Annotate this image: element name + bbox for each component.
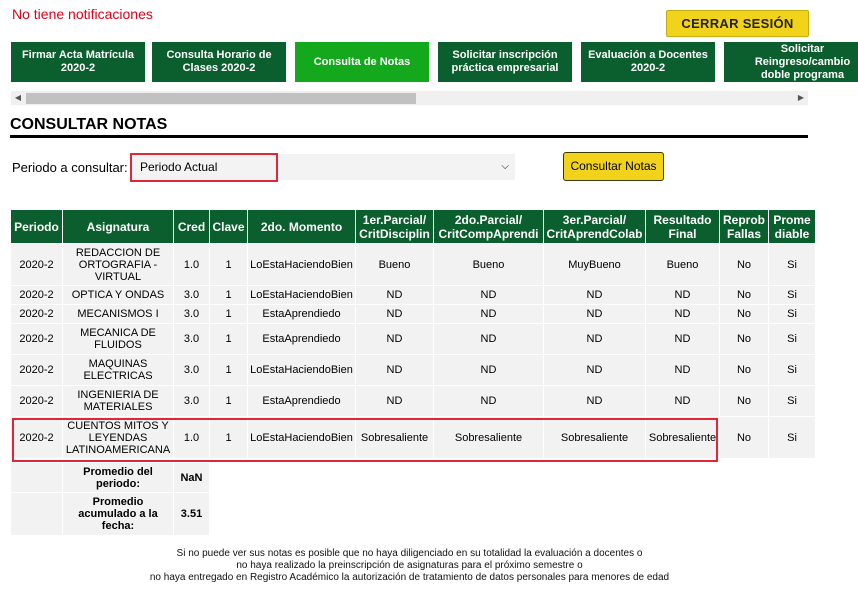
tab-consulta-notas[interactable]: Consulta de Notas — [295, 42, 429, 82]
cell-parcial3: ND — [544, 355, 646, 386]
cell-momento: LoEstaHaciendoBien — [248, 417, 356, 459]
cell-promediable: Si — [769, 244, 816, 286]
table-row — [11, 244, 816, 286]
cell-momento: LoEstaHaciendoBien — [248, 286, 356, 305]
tab-firmar-acta[interactable]: Firmar Acta Matrícula 2020-2 — [11, 42, 145, 82]
cell-parcial1: ND — [356, 305, 434, 324]
header-asignatura: Asignatura — [63, 210, 174, 244]
cell-asignatura: OPTICA Y ONDAS — [63, 286, 174, 305]
cell-momento: EstaAprendiedo — [248, 324, 356, 355]
tab-evaluacion-docentes[interactable]: Evaluación a Docentes 2020-2 — [581, 42, 715, 82]
horizontal-scrollbar[interactable] — [11, 91, 808, 105]
cell-clave: 1 — [210, 244, 248, 286]
summary-row — [11, 493, 210, 536]
cell-reprob: No — [720, 305, 769, 324]
footer-line: Si no puede ver sus notas es posible que no haya diligenciado en su totalidad la evaluación a docentes o — [176, 548, 643, 559]
header-parcial2: 2do.Parcial/ CritCompAprendi — [434, 210, 544, 244]
period-label: Periodo a consultar: — [12, 160, 128, 175]
cell-resultado: ND — [646, 324, 720, 355]
scroll-thumb[interactable] — [26, 93, 416, 104]
cell-resultado: ND — [646, 386, 720, 417]
cell-cred: 3.0 — [174, 324, 210, 355]
summary-spacer — [11, 493, 63, 536]
header-clave: Clave — [210, 210, 248, 244]
cell-parcial2: Bueno — [434, 244, 544, 286]
cell-cred: 3.0 — [174, 386, 210, 417]
cell-clave: 1 — [210, 286, 248, 305]
cell-promediable: Si — [769, 417, 816, 459]
cell-reprob: No — [720, 355, 769, 386]
cell-periodo: 2020-2 — [11, 355, 63, 386]
cell-asignatura: CUENTOS MITOS Y LEYENDAS LATINOAMERICANA — [63, 417, 174, 459]
cell-momento: LoEstaHaciendoBien — [248, 355, 356, 386]
cell-clave: 1 — [210, 305, 248, 324]
cell-clave: 1 — [210, 324, 248, 355]
cell-parcial3: ND — [544, 305, 646, 324]
cell-cred: 3.0 — [174, 286, 210, 305]
cell-asignatura: REDACCION DE ORTOGRAFIA - VIRTUAL — [63, 244, 174, 286]
cell-asignatura: MECANISMOS I — [63, 305, 174, 324]
cell-reprob: No — [720, 244, 769, 286]
nav-tabs — [11, 42, 851, 82]
table-header-row — [11, 210, 816, 244]
table-row — [11, 355, 816, 386]
header-periodo: Periodo — [11, 210, 63, 244]
cell-parcial1: ND — [356, 324, 434, 355]
cell-parcial3: ND — [544, 324, 646, 355]
header-parcial1: 1er.Parcial/ CritDisciplin — [356, 210, 434, 244]
header-resultado: Resultado Final — [646, 210, 720, 244]
table-row — [11, 386, 816, 417]
cell-resultado: ND — [646, 355, 720, 386]
cell-momento: EstaAprendiedo — [248, 305, 356, 324]
header-cred: Cred — [174, 210, 210, 244]
summary-row — [11, 463, 210, 493]
cell-periodo: 2020-2 — [11, 244, 63, 286]
page-title: CONSULTAR NOTAS — [10, 116, 168, 133]
cell-promediable: Si — [769, 286, 816, 305]
cell-periodo: 2020-2 — [11, 305, 63, 324]
cell-promediable: Si — [769, 355, 816, 386]
table-row — [11, 324, 816, 355]
cell-parcial1: Sobresaliente — [356, 417, 434, 459]
cell-parcial3: MuyBueno — [544, 244, 646, 286]
period-average-label: Promedio del periodo: — [63, 463, 174, 493]
table-row — [11, 305, 816, 324]
scroll-left-icon[interactable]: ◀ — [14, 93, 22, 102]
notifications-text: No tiene notificaciones — [12, 6, 153, 22]
cell-reprob: No — [720, 386, 769, 417]
cell-reprob: No — [720, 324, 769, 355]
cell-cred: 1.0 — [174, 417, 210, 459]
cell-parcial1: Bueno — [356, 244, 434, 286]
tab-consulta-horario[interactable]: Consulta Horario de Clases 2020-2 — [152, 42, 286, 82]
footer-line: no haya entregado en Registro Académico la autorización de tratamiento de datos personales para menores de edad — [149, 572, 670, 583]
footer-line: no haya realizado la preinscripción de asignaturas para el próximo semestre o — [236, 560, 583, 571]
cell-promediable: Si — [769, 305, 816, 324]
cell-periodo: 2020-2 — [11, 386, 63, 417]
title-divider — [10, 135, 808, 138]
header-parcial3: 3er.Parcial/ CritAprendColab — [544, 210, 646, 244]
scroll-right-icon[interactable]: ▶ — [797, 93, 805, 102]
cell-periodo: 2020-2 — [11, 324, 63, 355]
footer-note — [0, 548, 819, 584]
cell-parcial1: ND — [356, 386, 434, 417]
logout-button[interactable]: CERRAR SESIÓN — [666, 10, 809, 37]
cell-promediable: Si — [769, 386, 816, 417]
period-average-value: NaN — [174, 463, 210, 493]
cell-parcial1: ND — [356, 355, 434, 386]
cell-resultado: Bueno — [646, 244, 720, 286]
highlight-row — [12, 418, 718, 462]
cell-cred: 3.0 — [174, 355, 210, 386]
cell-parcial1: ND — [356, 286, 434, 305]
header-momento: 2do. Momento — [248, 210, 356, 244]
cell-resultado: ND — [646, 286, 720, 305]
cell-resultado: Sobresaliente — [646, 417, 720, 459]
header-reprob: Reprob Fallas — [720, 210, 769, 244]
cell-periodo: 2020-2 — [11, 417, 63, 459]
cell-asignatura: MECANICA DE FLUIDOS — [63, 324, 174, 355]
cell-promediable: Si — [769, 324, 816, 355]
cumulative-average-label: Promedio acumulado a la fecha: — [63, 493, 174, 536]
period-select-value: Periodo Actual — [140, 160, 218, 174]
tab-solicitar-practica[interactable]: Solicitar inscripción práctica empresarial — [438, 42, 572, 82]
cell-resultado: ND — [646, 305, 720, 324]
cell-parcial3: ND — [544, 286, 646, 305]
cell-parcial2: ND — [434, 355, 544, 386]
cell-parcial3: ND — [544, 386, 646, 417]
summary-spacer — [11, 463, 63, 493]
cell-parcial2: ND — [434, 286, 544, 305]
header-promediable: Prome diable — [769, 210, 816, 244]
table-row — [11, 286, 816, 305]
summary-table — [10, 462, 210, 536]
cumulative-average-value: 3.51 — [174, 493, 210, 536]
consult-grades-button[interactable]: Consultar Notas — [563, 152, 664, 181]
cell-clave: 1 — [210, 386, 248, 417]
cell-parcial2: ND — [434, 305, 544, 324]
cell-periodo: 2020-2 — [11, 286, 63, 305]
highlight-period — [130, 153, 278, 182]
cell-asignatura: MAQUINAS ELECTRICAS — [63, 355, 174, 386]
cell-momento: EstaAprendiedo — [248, 386, 356, 417]
cell-parcial3: Sobresaliente — [544, 417, 646, 459]
cell-parcial2: Sobresaliente — [434, 417, 544, 459]
chevron-down-icon: ⌵ — [501, 161, 509, 172]
tab-solicitar-reingreso[interactable]: Solicitar Reingreso/cambio doble programa — [724, 42, 858, 82]
cell-parcial2: ND — [434, 386, 544, 417]
cell-reprob: No — [720, 286, 769, 305]
cell-parcial2: ND — [434, 324, 544, 355]
cell-cred: 3.0 — [174, 305, 210, 324]
cell-cred: 1.0 — [174, 244, 210, 286]
cell-clave: 1 — [210, 355, 248, 386]
cell-reprob: No — [720, 417, 769, 459]
cell-asignatura: INGENIERIA DE MATERIALES — [63, 386, 174, 417]
cell-momento: LoEstaHaciendoBien — [248, 244, 356, 286]
cell-clave: 1 — [210, 417, 248, 459]
